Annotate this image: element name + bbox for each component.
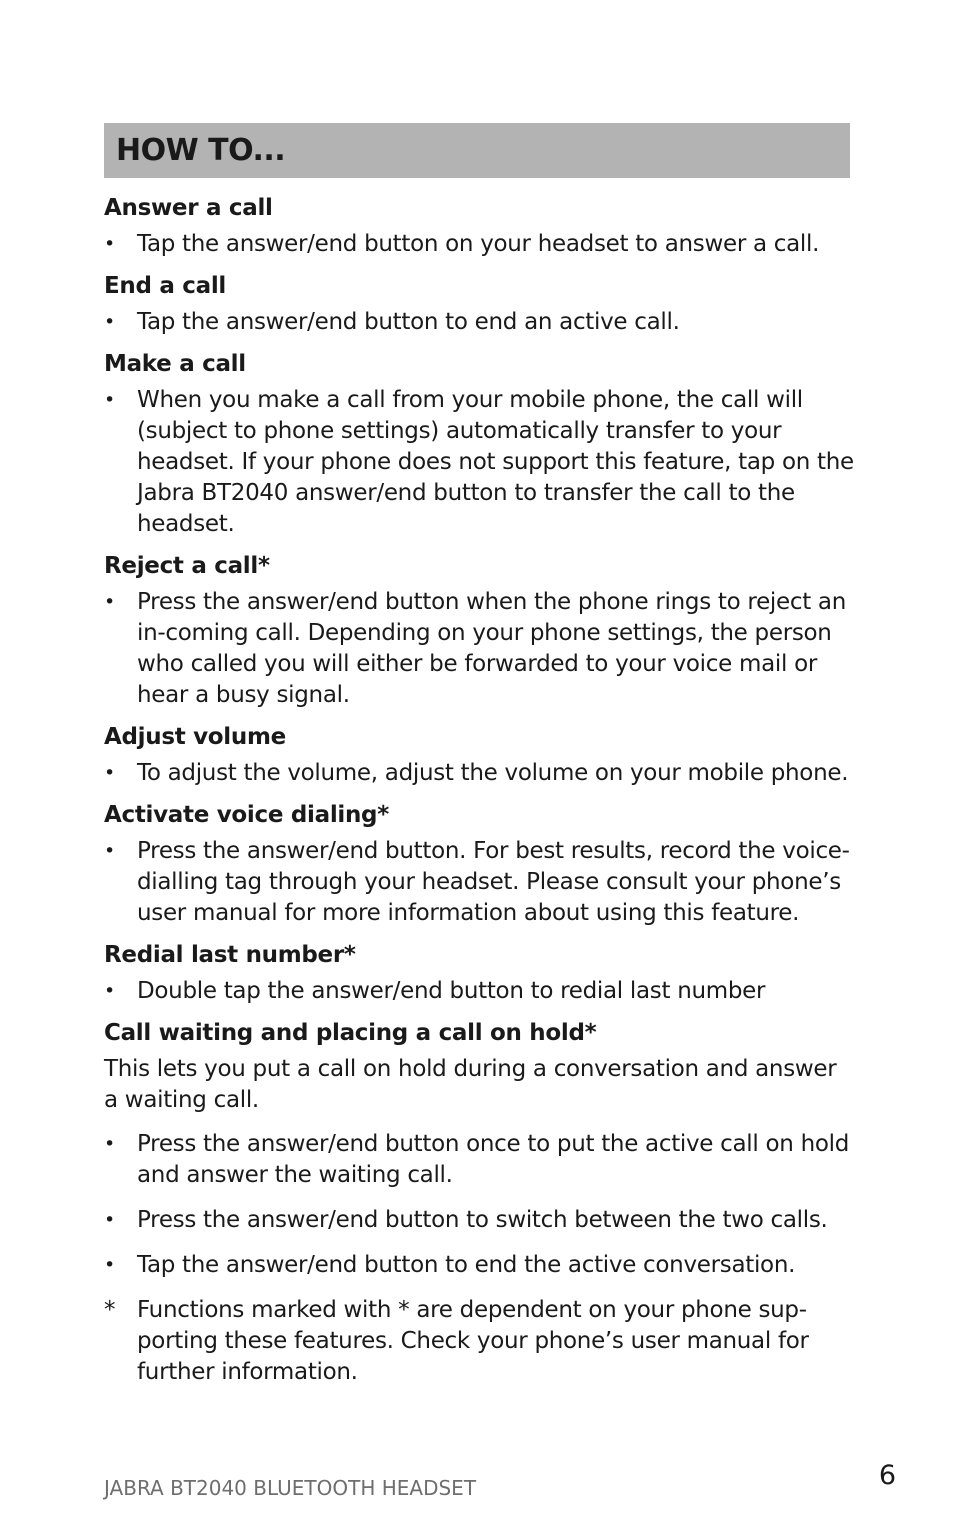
list-item-text: When you make a call from your mobile phone, the call will (subject to phone settings) automatically transfer to your headset. If your phone does not support this feature, tap on the Jabra BT2040 answer/end button to transfer the call to the headset.	[137, 387, 854, 537]
list-item	[104, 1125, 856, 1201]
section-heading-make-call: Make a call	[104, 351, 246, 377]
list-voice-dialing	[104, 832, 856, 939]
bullet-marker: •	[104, 980, 115, 1002]
bullet-marker: •	[104, 840, 115, 862]
list-item	[104, 1201, 856, 1246]
list-item-text: Press the answer/end button to switch between the two calls.	[137, 1207, 828, 1233]
list-item-text: Press the answer/end button when the phone rings to reject an in-coming call. Depending on your phone settings, the person who called you will either be forwarded to your voice mail or hear a busy signal.	[137, 589, 847, 708]
list-item-text: Press the answer/end button. For best results, record the voice-dialling tag through your headset. Please consult your phone’s user manual for more information about using this feature.	[137, 838, 850, 926]
list-call-waiting	[104, 1125, 856, 1398]
list-end-call	[104, 303, 856, 348]
section-heading-redial: Redial last number*	[104, 942, 356, 968]
page-title: HOW TO...	[116, 133, 286, 168]
footer-product-label: JABRA BT2040 BLUETOOTH HEADSET	[104, 1476, 477, 1500]
footnote-asterisk-marker: *	[104, 1297, 116, 1323]
list-item	[104, 972, 856, 1017]
list-item	[104, 832, 856, 939]
bullet-marker: •	[104, 233, 115, 255]
list-item	[104, 754, 856, 799]
section-heading-answer-call: Answer a call	[104, 195, 273, 221]
bullet-marker: •	[104, 1209, 115, 1231]
list-item-text: To adjust the volume, adjust the volume on your mobile phone.	[137, 760, 849, 786]
list-make-call	[104, 381, 856, 550]
bullet-marker: •	[104, 591, 115, 613]
section-heading-reject-call: Reject a call*	[104, 553, 270, 579]
section-banner	[104, 123, 850, 178]
list-item-text: Press the answer/end button once to put the active call on hold and answer the waiting call.	[137, 1131, 850, 1188]
call-waiting-intro: This lets you put a call on hold during a conversation and answer a waiting call.	[104, 1056, 837, 1113]
section-heading-call-waiting: Call waiting and placing a call on hold*	[104, 1020, 597, 1046]
section-heading-adjust-volume: Adjust volume	[104, 724, 286, 750]
list-item	[104, 303, 856, 348]
page-number: 6	[878, 1460, 896, 1491]
section-heading-voice-dialing: Activate voice dialing*	[104, 802, 389, 828]
list-item	[104, 225, 856, 270]
footnote-text: Functions marked with * are dependent on your phone sup-porting these features. Check your phone’s user manual for further information.	[137, 1297, 809, 1385]
footnote	[104, 1291, 856, 1398]
bullet-marker: •	[104, 311, 115, 333]
list-adjust-volume	[104, 754, 856, 799]
page-content	[104, 192, 856, 1398]
list-answer-call	[104, 225, 856, 270]
list-reject-call	[104, 583, 856, 721]
list-item-text: Tap the answer/end button on your headset to answer a call.	[137, 231, 820, 257]
list-item-text: Tap the answer/end button to end an active call.	[137, 309, 680, 335]
section-heading-end-call: End a call	[104, 273, 227, 299]
bullet-marker: •	[104, 389, 115, 411]
list-item	[104, 583, 856, 721]
list-item	[104, 1246, 856, 1291]
list-item-text: Double tap the answer/end button to redial last number	[137, 978, 766, 1004]
list-redial	[104, 972, 856, 1017]
bullet-marker: •	[104, 1133, 115, 1155]
bullet-marker: •	[104, 1254, 115, 1276]
bullet-marker: •	[104, 762, 115, 784]
list-item-text: Tap the answer/end button to end the active conversation.	[137, 1252, 796, 1278]
list-item	[104, 381, 856, 550]
